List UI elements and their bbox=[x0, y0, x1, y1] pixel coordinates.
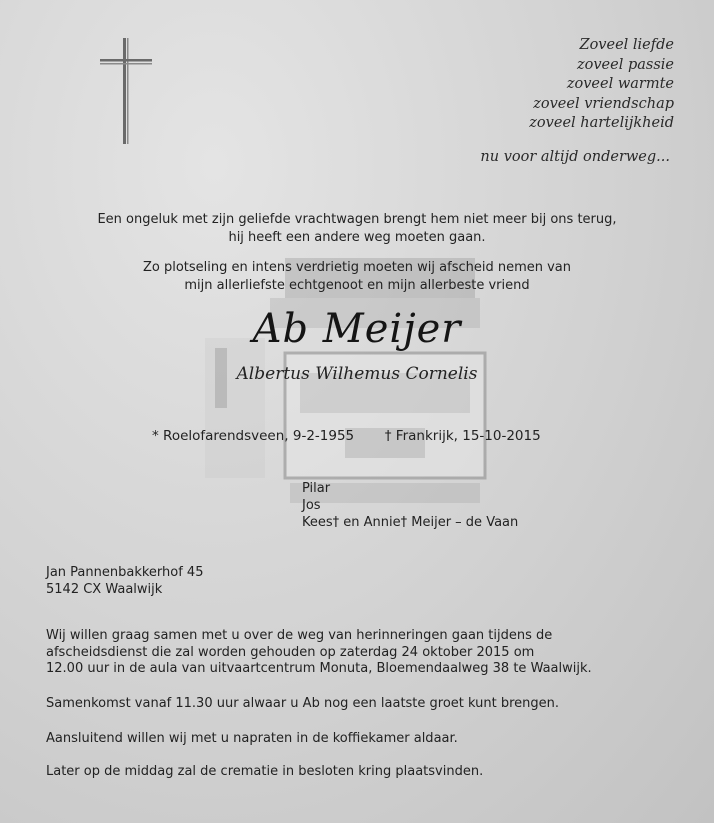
birth-date: * Roelofarendsveen, 9-2-1955 bbox=[152, 428, 355, 444]
service-line: afscheidsdienst die zal worden gehouden op zaterdag 24 oktober 2015 om bbox=[46, 644, 535, 660]
intro-line-2: hij heeft een andere weg moeten gaan. bbox=[228, 230, 486, 245]
deceased-full-name: Albertus Wilhemus Cornelis bbox=[236, 364, 478, 384]
service-line: Wij willen graag samen met u over de weg van herinneringen gaan tijdens de bbox=[46, 628, 553, 643]
intro-line-3: Zo plotseling en intens verdrietig moeten wij afscheid nemen van bbox=[142, 260, 572, 275]
family-member: Jos bbox=[302, 498, 321, 513]
family-member: Pilar bbox=[302, 481, 331, 496]
poem-line: zoveel vriendschap bbox=[533, 95, 674, 112]
service-line: 12.00 uur in de aula van uitvaartcentrum Monuta, Bloemendaalweg 38 te Waalwijk. bbox=[46, 661, 592, 676]
service-paragraph bbox=[46, 628, 686, 678]
dates bbox=[152, 428, 541, 444]
poem-line: zoveel warmte bbox=[566, 76, 674, 92]
poem-line: zoveel passie bbox=[577, 56, 674, 73]
poem-ending: nu voor altijd onderweg... bbox=[480, 149, 670, 165]
cross-icon bbox=[96, 36, 156, 146]
address-street: Jan Pannenbakkerhof 45 bbox=[46, 565, 204, 580]
deceased-name: Ab Meijer bbox=[252, 306, 462, 352]
family-list bbox=[302, 480, 518, 531]
family-member: Kees† en Annie† Meijer – de Vaan bbox=[302, 515, 519, 530]
intro-line-1: Een ongeluk met zijn geliefde vrachtwagen brengt hem niet meer bij ons terug, bbox=[97, 212, 617, 227]
address-city: 5142 CX Waalwijk bbox=[46, 582, 163, 597]
death-date: † Frankrijk, 15-10-2015 bbox=[384, 428, 541, 444]
address bbox=[46, 564, 203, 598]
cremation-paragraph: Later op de middag zal de crematie in besloten kring plaatsvinden. bbox=[46, 764, 484, 779]
gathering-paragraph: Samenkomst vanaf 11.30 uur alwaar u Ab nog een laatste groet kunt brengen. bbox=[46, 696, 560, 711]
poem-line: zoveel hartelijkheid bbox=[529, 115, 674, 131]
poem-line: Zoveel liefde bbox=[579, 37, 674, 53]
reception-paragraph: Aansluitend willen wij met u napraten in de koffiekamer aldaar. bbox=[46, 731, 458, 746]
intro-line-4: mijn allerliefste echtgenoot en mijn allerbeste vriend bbox=[184, 278, 530, 293]
poem bbox=[529, 36, 674, 134]
